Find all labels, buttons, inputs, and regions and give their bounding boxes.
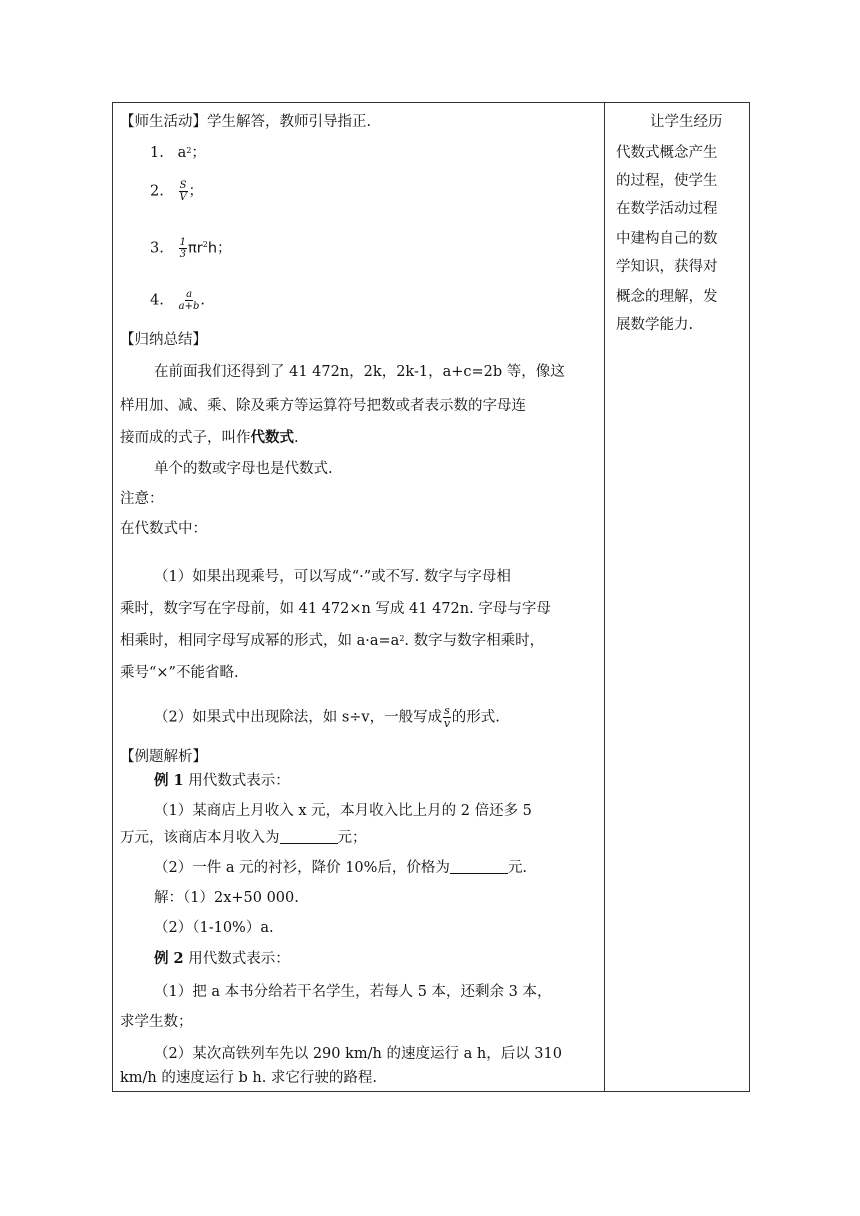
summary-line-1: 在前面我们还得到了 41 472n，2k，2k-1，a+c=2b 等，像这 xyxy=(154,364,565,380)
fraction-one-third: $\frac{1}{3}$ xyxy=(179,237,187,260)
side-note-line-6: 学知识，获得对 xyxy=(616,259,718,275)
answer-blank xyxy=(450,859,508,874)
answer-1: 1. $a^2$； xyxy=(150,145,206,161)
side-note-line-3: 的过程，使学生 xyxy=(616,173,718,189)
note-label: 注意： xyxy=(120,491,164,507)
item-number: 4. xyxy=(150,292,164,309)
term-algebraic-expression: 代数式 xyxy=(250,429,294,446)
expr-a: a xyxy=(177,145,187,161)
example-1-q1-line-1: （1）某商店上月收入 x 元，本月收入比上月的 2 倍还多 5 xyxy=(154,803,532,819)
in-expression-label: 在代数式中： xyxy=(120,521,207,537)
rule-1-line-3: 相乘时，相同字母写成幂的形式，如 $a\cdot a=a^2$. 数字与数字相乘时， xyxy=(120,633,545,649)
fraction-a-over-a-plus-b: $\frac{a}{a+b}$ xyxy=(178,289,200,312)
answer-2: 2. $\frac{S}{V}$ ； xyxy=(150,180,204,203)
summary-line-3: 接而成的式子，叫作代数式. xyxy=(120,429,299,446)
example-1-q1-line-2: 万元，该商店本月收入为 元； xyxy=(120,830,367,846)
side-note-line-5: 中建构自己的数 xyxy=(616,231,718,247)
example-2-q1-line-2: 求学生数； xyxy=(120,1014,193,1030)
examples-heading: 【例题解析】 xyxy=(120,749,207,765)
item-number: 2. xyxy=(150,183,164,200)
item-number: 3. xyxy=(150,240,164,257)
side-note-line-8: 展数学能力. xyxy=(616,317,694,333)
rule-1-line-1: （1）如果出现乘号，可以写成“·”或不写. 数字与字母相 xyxy=(154,569,511,585)
answer-3: 3. $\frac{1}{3}$ $\pi r^2h$； xyxy=(150,237,232,260)
rule-1-line-2: 乘时，数字写在字母前，如 41 472×n 写成 41 472n. 字母与字母 xyxy=(120,601,551,617)
example-1-solution-1: 解：（1）2x+50 000. xyxy=(154,890,299,906)
column-divider xyxy=(604,102,605,1092)
item-number: 1. xyxy=(150,145,164,161)
example-2-q2-line-1: （2）某次高铁列车先以 290 km/h 的速度运行 a h，后以 310 xyxy=(154,1046,562,1062)
superscript: 2 xyxy=(186,146,192,155)
side-note-line-1: 让学生经历 xyxy=(650,114,723,130)
example-1-q2: （2）一件 a 元的衬衫，降价 10%后，价格为 元. xyxy=(154,860,528,876)
activity-heading: 【师生活动】学生解答，教师引导指正. xyxy=(120,114,372,130)
rule-2-line: （2）如果式中出现除法，如 s÷v，一般写成 $\frac{s}{v}$ 的形式. xyxy=(154,704,500,730)
example-1-solution-2: （2）（1-10%）a. xyxy=(154,920,274,936)
fraction-s-v: $\frac{S}{V}$ xyxy=(179,180,187,203)
summary-heading: 【归纳总结】 xyxy=(120,332,207,348)
answer-4: 4. $\frac{a}{a+b}$ . xyxy=(150,289,206,312)
fraction-s-over-v: $\frac{s}{v}$ xyxy=(443,704,451,730)
answer-blank xyxy=(280,829,338,844)
example-2-q1-line-1: （1）把 a 本书分给若干名学生，若每人 5 本，还剩余 3 本， xyxy=(154,984,552,1000)
side-note-line-4: 在数学活动过程 xyxy=(616,201,718,217)
example-1-title: 例 1 用代数式表示： xyxy=(154,772,290,789)
side-note-line-7: 概念的理解，发 xyxy=(616,289,718,305)
side-note-line-2: 代数式概念产生 xyxy=(616,145,718,161)
summary-line-2: 样用加、减、乘、除及乘方等运算符号把数或者表示数的字母连 xyxy=(120,398,526,414)
example-2-q2-line-2: km/h 的速度运行 b h. 求它行驶的路程. xyxy=(120,1070,378,1086)
summary-line-4: 单个的数或字母也是代数式. xyxy=(154,461,333,477)
rule-1-line-4: 乘号“×”不能省略. xyxy=(120,665,239,681)
example-2-title: 例 2 用代数式表示： xyxy=(154,950,290,967)
